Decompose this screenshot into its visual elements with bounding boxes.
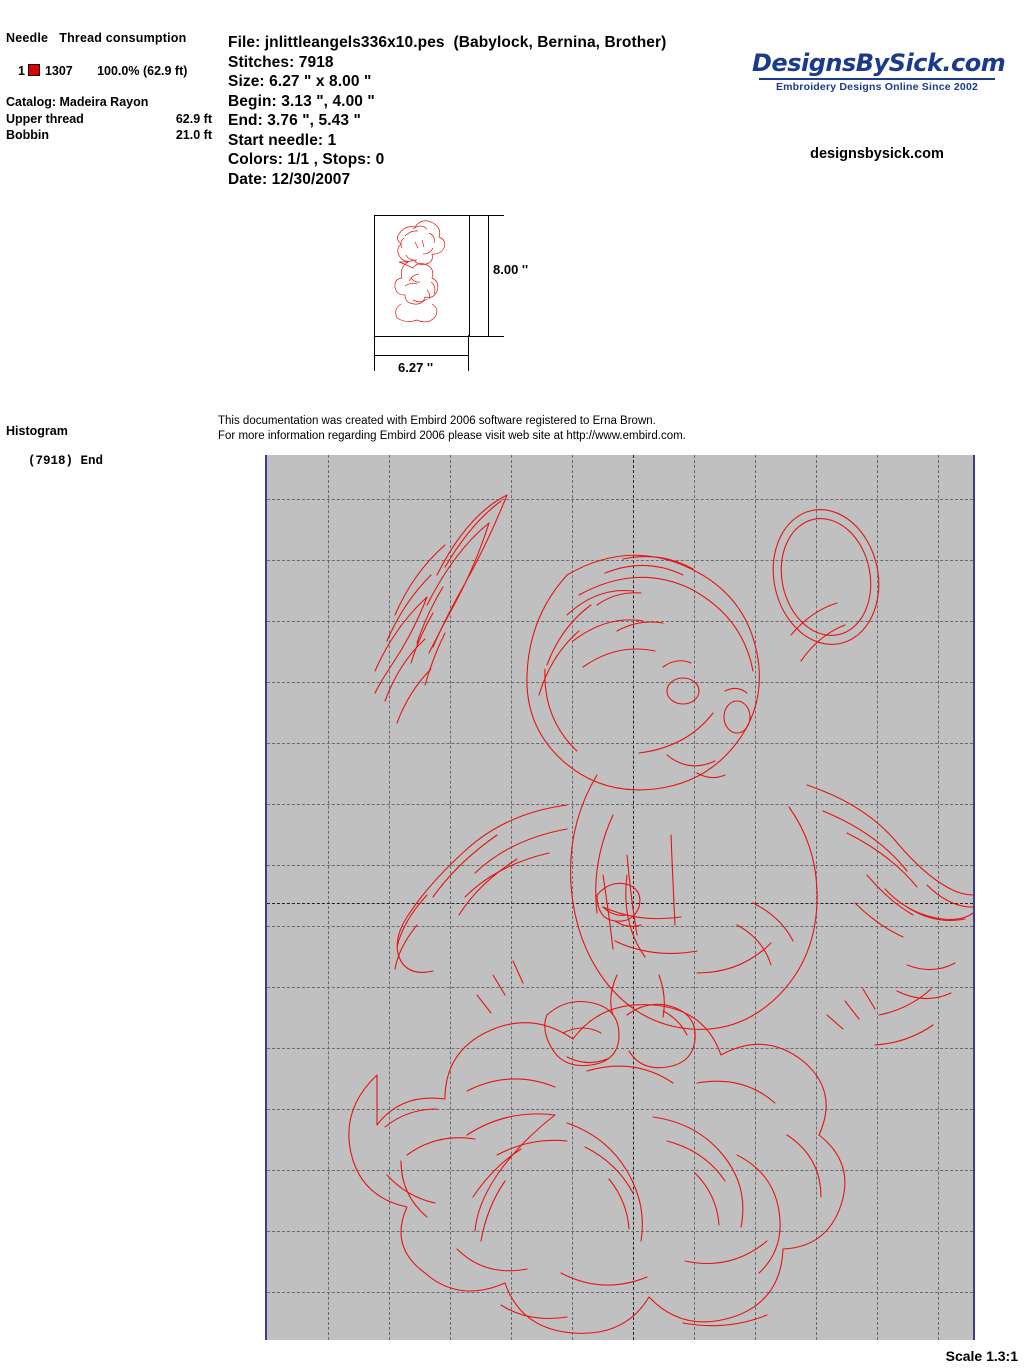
info-colors: Colors: 1/1 , Stops: 0 [228,151,385,168]
thread-percent: 100.0% [97,64,140,78]
info-stitches: Stitches: 7918 [228,53,334,71]
preview-height-tick-top [468,215,504,216]
logo-underline [759,78,995,80]
info-date: Date: 12/30/2007 [228,170,351,188]
needle-number: 1 [18,64,25,78]
stitch-drawing [267,455,975,1340]
thread-color-code: 1307 [44,64,73,78]
embird-credit [218,414,686,444]
info-end: End: 3.76 ", 5.43 " [228,112,361,129]
thread-catalog: Catalog: Madeira Rayon [6,95,149,109]
brand-logo [752,49,1006,93]
preview-width-tick-right [468,335,469,371]
design-preview-thumbnail [374,215,470,337]
stitch-plot [265,455,975,1340]
bobbin-value: 21.0 ft [175,128,212,142]
histogram-end-entry: (7918) End [28,454,104,468]
info-begin: Begin: 3.13 ", 4.00 " [228,92,375,110]
histogram-title: Histogram [6,424,68,438]
design-file-info [228,33,666,189]
preview-width-tick-left [374,335,375,371]
preview-width-label: 6.27 '' [398,360,434,375]
info-file: File: jnlittleangels336x10.pes (Babylock, Bernina, Brother) [228,34,667,51]
preview-height-tick-bottom [468,336,504,337]
site-url: designsbysick.com [810,146,944,162]
upper-thread-value: 62.9 ft [175,112,212,126]
info-size: Size: 6.27 " x 8.00 " [228,73,372,90]
thumbnail-stitch-drawing [375,216,467,334]
credit-line-1: This documentation was created with Embird 2006 software registered to Erna Brown. [218,415,656,427]
credit-line-2: For more information regarding Embird 2006 please visit web site at http://www.embird.com. [218,430,686,442]
logo-subtitle: Embroidery Designs Online Since 2002 [775,81,979,93]
column-header-thread-consumption: Thread consumption [59,31,187,45]
bobbin-label: Bobbin [6,128,50,142]
scale-label: Scale 1.3:1 [945,1348,1018,1364]
preview-height-label: 8.00 '' [493,262,529,277]
thread-table-row [18,64,187,78]
column-header-needle: Needle [6,31,49,45]
preview-height-dimension-line [488,215,489,336]
thread-color-swatch [28,64,40,76]
upper-thread-label: Upper thread [6,112,84,126]
info-start-needle: Start needle: 1 [228,131,337,149]
thread-length: (62.9 ft) [142,64,188,78]
preview-width-dimension-line [374,355,469,356]
logo-title: DesignsBySick.com [752,49,1006,77]
thread-table-header [6,31,186,45]
